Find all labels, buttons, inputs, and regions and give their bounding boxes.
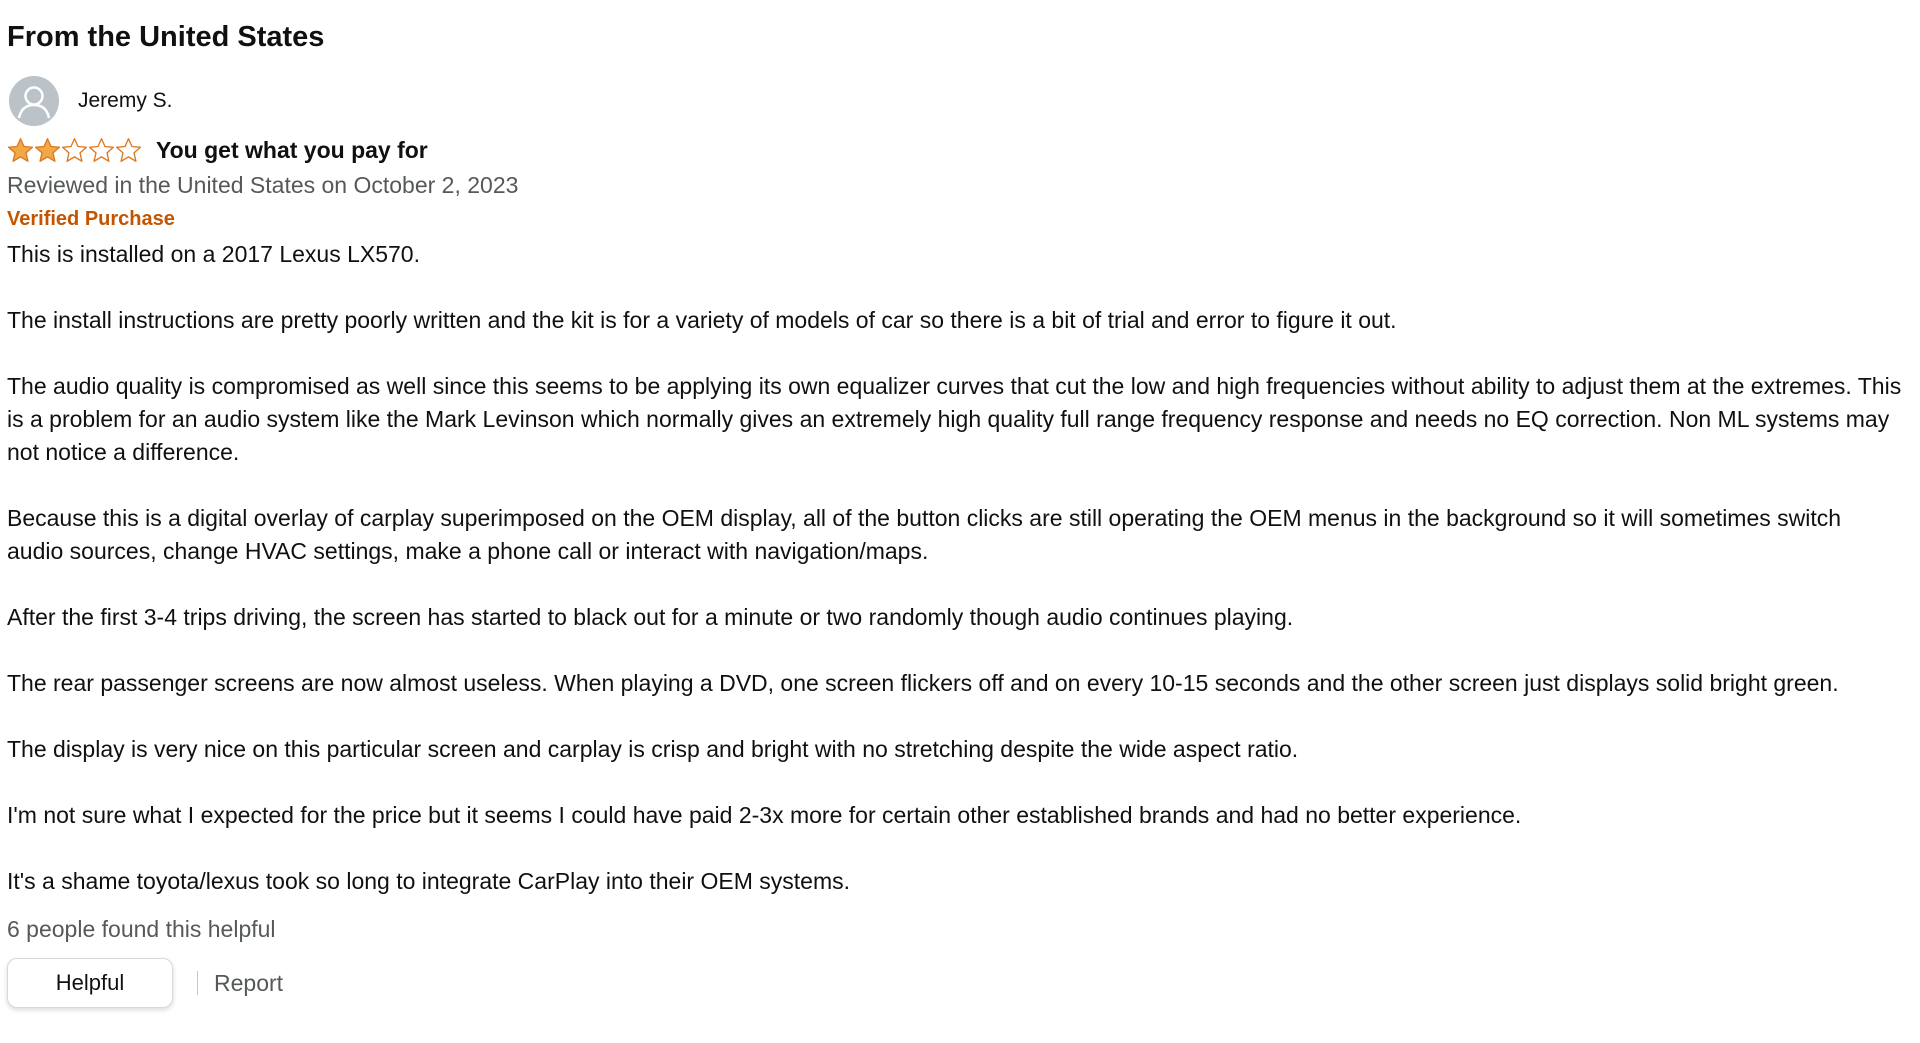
review-date: Reviewed in the United States on October 2, 2023 [7,172,519,198]
rating-row [7,132,1920,168]
star-filled-icon [34,137,61,163]
review-paragraph: The install instructions are pretty poorly written and the kit is for a variety of models of car so there is a bit of trial and error to figure it out. [7,307,1397,333]
star-filled-icon [7,137,34,163]
section-title: From the United States [7,21,325,53]
star-empty-icon [115,137,142,163]
review-title[interactable]: You get what you pay for [156,137,428,163]
review-body [7,238,1902,898]
review-actions [7,958,1920,1008]
review-card [7,76,1920,1008]
star-empty-icon [88,137,115,163]
avatar-icon [9,76,59,126]
review-paragraph: I'm not sure what I expected for the price but it seems I could have paid 2-3x more for certain other established brands and had no better experience. [7,802,1522,828]
review-paragraph: It's a shame toyota/lexus took so long to integrate CarPlay into their OEM systems. [7,868,850,894]
helpful-count: 6 people found this helpful [7,916,276,942]
star-rating[interactable] [7,137,142,163]
verified-purchase-badge: Verified Purchase [7,208,175,230]
review-paragraph: After the first 3-4 trips driving, the screen has started to black out for a minute or two randomly though audio continues playing. [7,604,1294,630]
review-paragraph: Because this is a digital overlay of carplay superimposed on the OEM display, all of the button clicks are still operating the OEM menus in the background so it will sometimes switch audio sources, change HVAC settings, make a phone call or interact with navigation/maps. [7,505,1842,564]
review-paragraph: The rear passenger screens are now almost useless. When playing a DVD, one screen flickers off and on every 10-15 seconds and the other screen just displays solid bright green. [7,670,1839,696]
reviewer-profile[interactable] [7,76,1920,126]
reviewer-name[interactable]: Jeremy S. [78,89,173,112]
helpful-button[interactable]: Helpful [7,958,173,1008]
action-divider [197,971,198,995]
review-paragraph: This is installed on a 2017 Lexus LX570. [7,241,420,267]
report-link[interactable]: Report [214,969,284,996]
review-paragraph: The display is very nice on this particular screen and carplay is crisp and bright with no stretching despite the wide aspect ratio. [7,736,1299,762]
star-empty-icon [61,137,88,163]
review-paragraph: The audio quality is compromised as well since this seems to be applying its own equalizer curves that cut the low and high frequencies without ability to adjust them at the extremes. This is a problem for an audio system like the Mark Levinson which normally gives an extremely high quality full range frequency response and needs no EQ correction. Non ML systems may not notice a difference. [7,373,1902,465]
